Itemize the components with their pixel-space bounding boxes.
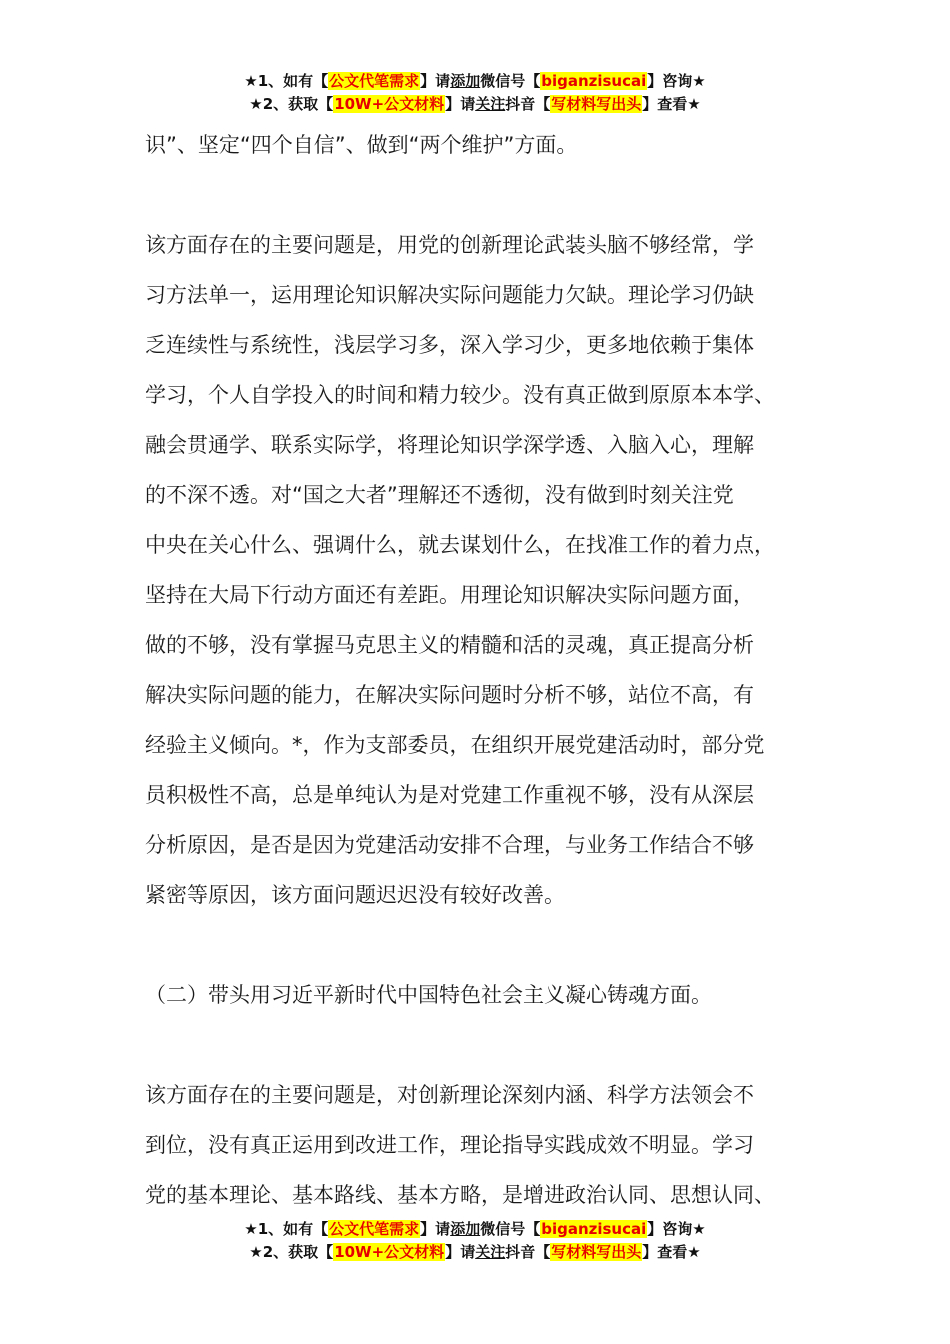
paragraph-line: 识”、坚定“四个自信”、做到“两个维护”方面。 (145, 133, 578, 157)
banner-text: 】咨询★ (647, 72, 706, 90)
banner-line-1 (0, 70, 950, 93)
paragraph-line: 紧密等原因，该方面问题迟迟没有较好改善。 (145, 883, 565, 907)
banner-text: ★2、获取【 (249, 95, 334, 113)
paragraph-line: 乏连续性与系统性，浅层学习多，深入学习少，更多地依赖于集体 (145, 333, 754, 357)
banner-emphasis: 关注 (475, 95, 506, 113)
paragraph-line: 党的基本理论、基本路线、基本方略，是增进政治认同、思想认同、 (145, 1183, 775, 1207)
banner-text: 微信号【 (480, 72, 541, 90)
banner-highlight: 公文代笔需求 (329, 1220, 420, 1238)
paragraph-line: 融会贯通学、联系实际学，将理论知识学深学透、入脑入心，理解 (145, 433, 754, 457)
banner-highlight: biganzisucai (541, 1220, 647, 1238)
banner-highlight: 10W+公文材料 (334, 1243, 445, 1261)
banner-line-2 (0, 93, 950, 116)
paragraph-line: 该方面存在的主要问题是，对创新理论深刻内涵、科学方法领会不 (145, 1083, 754, 1107)
banner-text: 】请 (445, 1243, 476, 1261)
banner-text: 抖音【 (505, 95, 551, 113)
banner-text: ★1、如有【 (244, 1220, 329, 1238)
paragraph-line: 到位，没有真正运用到改进工作，理论指导实践成效不明显。学习 (145, 1133, 754, 1157)
banner-text: 】请 (445, 95, 476, 113)
paragraph-line: 经验主义倾向。*，作为支部委员，在组织开展党建活动时，部分党 (145, 733, 765, 757)
banner-text: 】请 (420, 72, 451, 90)
document-body (145, 120, 835, 1220)
banner-line-1 (0, 1218, 950, 1241)
paragraph-line: 该方面存在的主要问题是，用党的创新理论武装头脑不够经常，学 (145, 233, 754, 257)
banner-text: 】查看★ (642, 1243, 701, 1261)
section-heading: （二）带头用习近平新时代中国特色社会主义凝心铸魂方面。 (145, 983, 712, 1007)
banner-text: ★1、如有【 (244, 72, 329, 90)
banner-highlight: biganzisucai (541, 72, 647, 90)
banner-highlight: 写材料写出头 (551, 95, 642, 113)
banner-text: 】请 (420, 1220, 451, 1238)
banner-text: 微信号【 (480, 1220, 541, 1238)
paragraph-line: 中央在关心什么、强调什么，就去谋划什么，在找准工作的着力点， (145, 533, 775, 557)
paragraph-line: 解决实际问题的能力，在解决实际问题时分析不够，站位不高，有 (145, 683, 754, 707)
banner-text: 】查看★ (642, 95, 701, 113)
paragraph-line: 分析原因，是否是因为党建活动安排不合理，与业务工作结合不够 (145, 833, 754, 857)
header-banner (0, 70, 950, 116)
paragraph-line: 的不深不透。对“国之大者”理解还不透彻，没有做到时刻关注党 (145, 483, 734, 507)
footer-banner (0, 1218, 950, 1264)
banner-emphasis: 关注 (475, 1243, 506, 1261)
paragraph-line: 习方法单一，运用理论知识解决实际问题能力欠缺。理论学习仍缺 (145, 283, 754, 307)
paragraph-line: 坚持在大局下行动方面还有差距。用理论知识解决实际问题方面， (145, 583, 754, 607)
banner-text: 】咨询★ (647, 1220, 706, 1238)
banner-highlight: 公文代笔需求 (329, 72, 420, 90)
paragraph-line: 员积极性不高，总是单纯认为是对党建工作重视不够，没有从深层 (145, 783, 754, 807)
banner-emphasis: 添加 (450, 1220, 481, 1238)
paragraph-line: 做的不够，没有掌握马克思主义的精髓和活的灵魂，真正提高分析 (145, 633, 754, 657)
banner-text: ★2、获取【 (249, 1243, 334, 1261)
banner-emphasis: 添加 (450, 72, 481, 90)
banner-text: 抖音【 (505, 1243, 551, 1261)
banner-highlight: 10W+公文材料 (334, 95, 445, 113)
paragraph-line: 学习，个人自学投入的时间和精力较少。没有真正做到原原本本学、 (145, 383, 775, 407)
banner-highlight: 写材料写出头 (551, 1243, 642, 1261)
banner-line-2 (0, 1241, 950, 1264)
